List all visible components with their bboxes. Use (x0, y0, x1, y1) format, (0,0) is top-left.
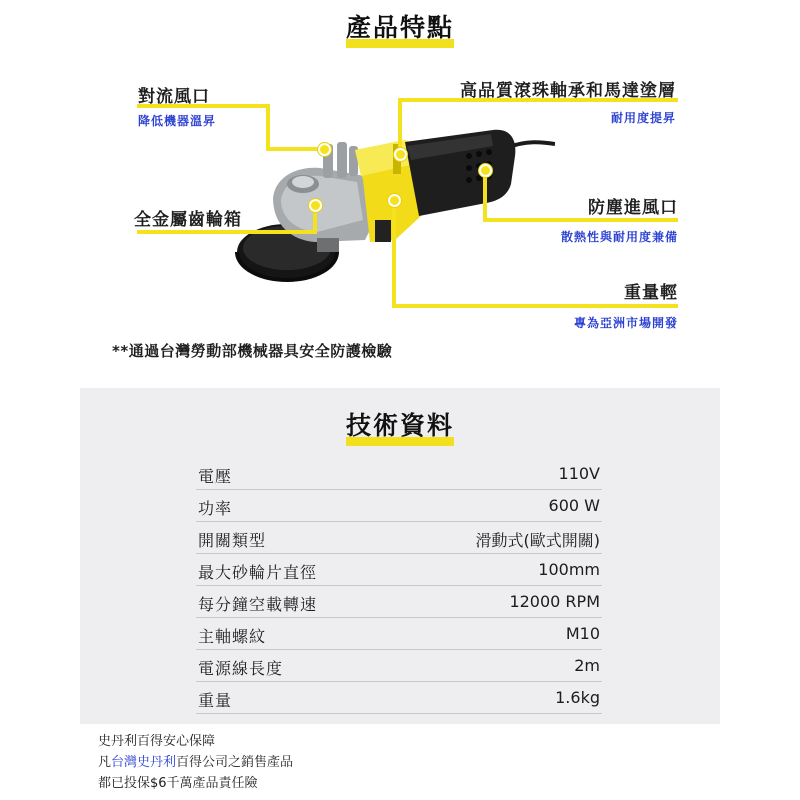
spec-row (196, 553, 602, 586)
spec-value: M10 (565, 624, 600, 643)
marker-bearing (394, 148, 407, 161)
spec-value: 2m (574, 656, 600, 675)
spec-row (196, 489, 602, 522)
warranty-line-2: 凡台灣史丹利百得公司之銷售產品 (98, 755, 294, 770)
feature-bearing-title: 高品質滾珠軸承和馬達塗層 (460, 81, 676, 101)
warranty-line-3: 都已投保$6千萬產品責任險 (98, 776, 258, 791)
leader-line-dust (483, 218, 678, 222)
spec-value: 110V (558, 464, 600, 483)
warranty-line-1: 史丹利百得安心保障 (98, 734, 216, 749)
spec-label: 最大砂輪片直徑 (198, 563, 318, 582)
leader-line-gearbox (137, 230, 317, 234)
feature-convection-title: 對流風口 (138, 87, 210, 107)
spec-row (196, 457, 602, 490)
warranty-brand: 台灣史丹利 (111, 755, 177, 770)
spec-value: 滑動式(歐式開關) (475, 531, 600, 550)
spec-row (196, 649, 602, 682)
spec-value: 600 W (548, 496, 600, 515)
specs-title: 技術資料 (0, 406, 800, 446)
leader-line-weight-rise (392, 200, 396, 308)
feature-bearing-sub: 耐用度提昇 (610, 111, 676, 125)
spec-label: 電壓 (198, 467, 233, 486)
feature-weight-title: 重量輕 (624, 283, 678, 303)
spec-row (196, 681, 602, 714)
warranty-note (98, 731, 293, 794)
feature-gearbox-title: 全金屬齒輪箱 (134, 210, 242, 230)
marker-dust (479, 164, 492, 177)
leader-line-convection-end (266, 147, 322, 151)
spec-row (196, 617, 602, 650)
feature-dust-title: 防塵進風口 (588, 198, 678, 218)
spec-label: 主軸螺紋 (198, 627, 267, 646)
spec-value: 12000 RPM (509, 592, 600, 611)
spec-value: 1.6kg (555, 688, 600, 707)
spec-label: 重量 (198, 691, 233, 710)
spec-row (196, 585, 602, 618)
spec-label: 開關類型 (198, 531, 267, 550)
marker-gearbox (309, 199, 322, 212)
leader-line-convection-drop (266, 104, 270, 150)
feature-dust-sub: 散熱性與耐用度兼備 (560, 230, 678, 244)
feature-convection-sub: 降低機器溫昇 (138, 114, 217, 128)
marker-convection (318, 143, 331, 156)
features-title: 產品特點 (0, 8, 800, 48)
leader-line-dust-rise (483, 170, 487, 222)
spec-label: 功率 (198, 499, 233, 518)
leader-line-bearing-drop (398, 98, 402, 154)
spec-label: 電源線長度 (198, 659, 284, 678)
spec-row (196, 521, 602, 554)
feature-weight-sub: 專為亞洲市場開發 (573, 316, 678, 330)
spec-label: 每分鐘空載轉速 (198, 595, 318, 614)
marker-weight (388, 194, 401, 207)
certification-note: **通過台灣勞動部機械器具安全防護檢驗 (112, 342, 393, 360)
leader-line-weight (392, 304, 678, 308)
spec-value: 100mm (538, 560, 600, 579)
